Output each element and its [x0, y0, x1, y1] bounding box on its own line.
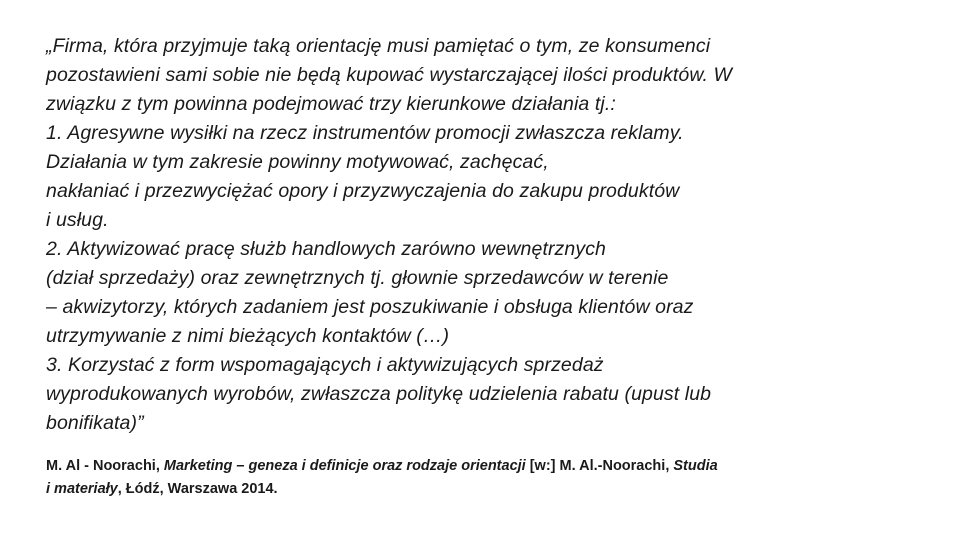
quote-line: i usług. — [46, 209, 109, 231]
quote-line: „Firma, która przyjmuje taką orientację musi pamiętać o tym, ze konsumenci — [46, 35, 711, 57]
quote-line: związku z tym powinna podejmować trzy kierunkowe działania tj.: — [46, 93, 616, 115]
quote-line: – akwizytorzy, których zadaniem jest poszukiwanie i obsługa klientów oraz — [46, 296, 694, 318]
citation-source-prefix: [w:] M. Al.-Noorachi, — [525, 458, 674, 474]
citation-line-1 — [46, 455, 926, 478]
quote-line: utrzymywanie z nimi bieżących kontaktów (…) — [46, 325, 450, 347]
quote-line: pozostawieni sami sobie nie będą kupować wystarczającej ilości produktów. W — [46, 64, 732, 86]
quote-line: 3. Korzystać z form wspomagających i aktywizujących sprzedaż — [46, 354, 604, 376]
citation-collection-title: Studia — [673, 458, 718, 474]
quote-line: Działania w tym zakresie powinny motywować, zachęcać, — [46, 151, 549, 173]
citation-collection-title-cont: i materiały — [46, 481, 118, 497]
quote-text — [46, 32, 926, 438]
citation-author: M. Al - Noorachi, — [46, 458, 164, 474]
quote-line: bonifikata)” — [46, 412, 144, 434]
quote-line: (dział sprzedaży) oraz zewnętrznych tj. głownie sprzedawców w terenie — [46, 267, 669, 289]
quote-line: nakłaniać i przezwyciężać opory i przyzwyczajenia do zakupu produktów — [46, 180, 680, 202]
quote-line: wyprodukowanych wyrobów, zwłaszcza politykę udzielenia rabatu (upust lub — [46, 383, 712, 405]
citation-work-title: Marketing – geneza i definicje oraz rodzaje orientacji — [163, 458, 526, 474]
citation-line-2 — [46, 478, 926, 501]
quote-line: 1. Agresywne wysiłki na rzecz instrumentów promocji zwłaszcza reklamy. — [46, 122, 684, 144]
citation — [46, 455, 926, 501]
quote-line: 2. Aktywizować pracę służb handlowych zarówno wewnętrznych — [46, 238, 606, 260]
citation-publisher: , Łódź, Warszawa 2014. — [117, 481, 278, 497]
